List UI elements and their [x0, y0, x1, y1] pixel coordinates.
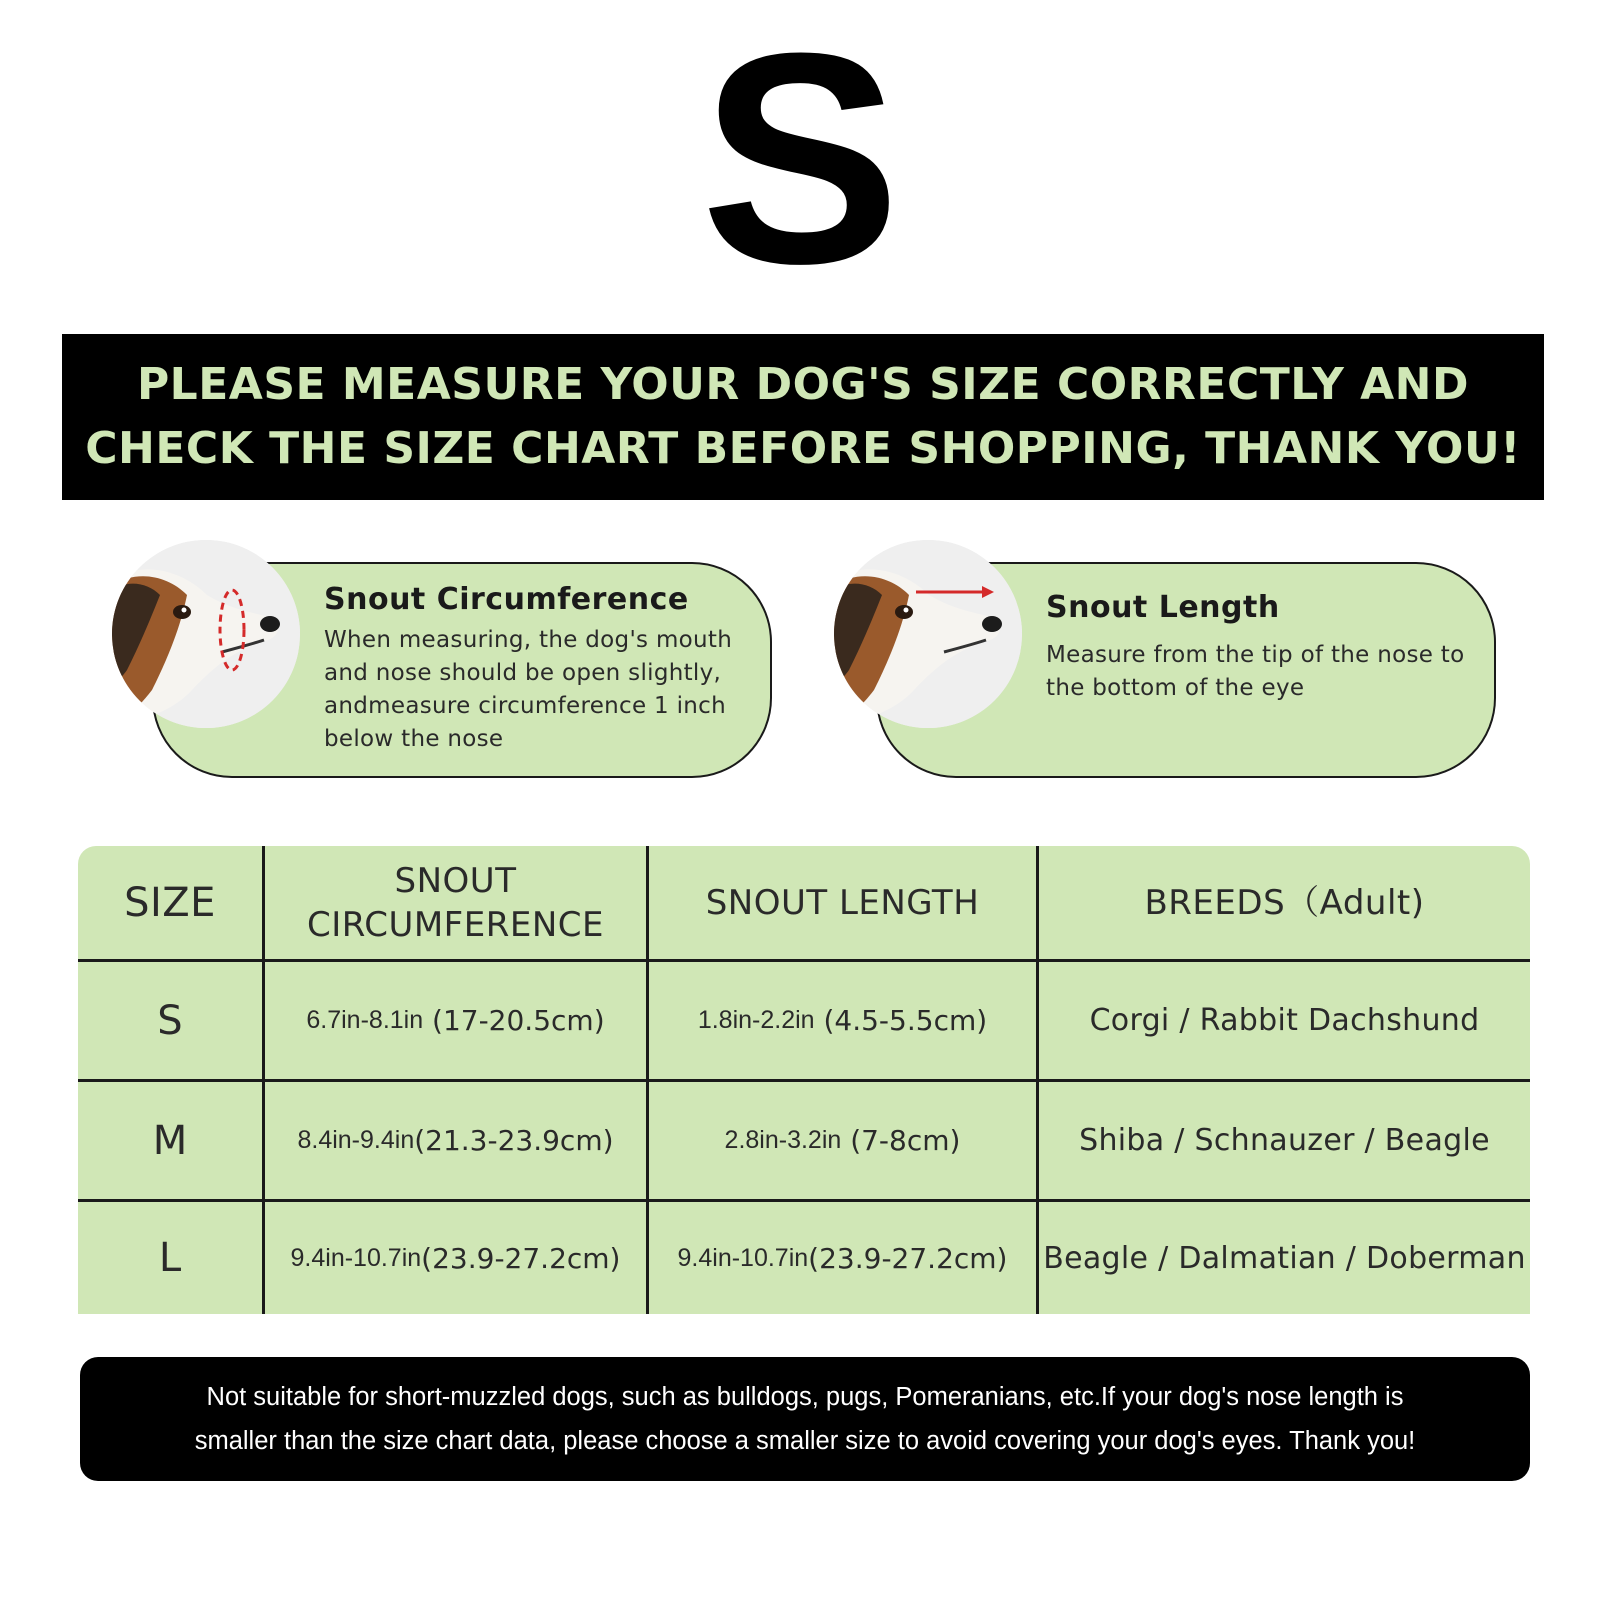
dog-circumference-photo [112, 540, 300, 728]
dog-length-photo [834, 540, 1022, 728]
row-l-circ-in: 9.4in-10.7in [290, 1243, 422, 1272]
card-text-length: Measure from the tip of the nose to the bottom of the eye [1046, 642, 1465, 701]
row-s-circumference [265, 962, 646, 1079]
row-l-circumference [265, 1202, 646, 1314]
row-s-circ-cm: (17-20.5cm) [423, 1004, 605, 1037]
row-l-length [649, 1202, 1036, 1314]
header-size: SIZE [124, 879, 216, 926]
card-title-circumference: Snout Circumference [324, 582, 689, 617]
card-text-circumference: When measuring, the dog's mouth and nose should be open slightly, andmeasure circumference 1 inch below the nose [324, 627, 733, 752]
row-l-size: L [158, 1235, 182, 1281]
row-l-len-in: 9.4in-10.7in [677, 1243, 809, 1272]
size-chart-table [78, 846, 1530, 1314]
row-s-size: S [157, 997, 183, 1044]
card-title-length: Snout Length [1046, 590, 1280, 625]
row-m-breeds: Shiba / Schnauzer / Beagle [1079, 1123, 1490, 1158]
header-circ-line-2: CIRCUMFERENCE [307, 904, 604, 945]
row-s-length [649, 962, 1036, 1079]
size-letter: S [700, 0, 901, 326]
notice-line-2: smaller than the size chart data, please choose a smaller size to avoid covering your dog's eyes. Thank you! [194, 1427, 1416, 1455]
row-s-len-cm: (4.5-5.5cm) [814, 1004, 988, 1037]
banner-line-2: CHECK THE SIZE CHART BEFORE SHOPPING, THANK YOU! [85, 423, 1521, 474]
row-m-length [649, 1082, 1036, 1199]
notice-box [80, 1357, 1530, 1481]
notice-line-1: Not suitable for short-muzzled dogs, such as bulldogs, pugs, Pomeranians, etc.If your dog's nose length is [206, 1383, 1404, 1411]
row-m-circ-cm: (21.3-23.9cm) [414, 1124, 614, 1157]
header-snout-circumference [265, 846, 646, 959]
row-s-breeds: Corgi / Rabbit Dachshund [1089, 1003, 1480, 1038]
row-l-circ-cm: (23.9-27.2cm) [421, 1241, 621, 1275]
row-m-circ-in: 8.4in-9.4in [297, 1126, 415, 1154]
row-m-circumference [265, 1082, 646, 1199]
row-s-len-in: 1.8in-2.2in [697, 1006, 815, 1034]
header-circ-line-1: SNOUT [394, 860, 517, 901]
row-m-len-in: 2.8in-3.2in [724, 1126, 842, 1154]
header-breeds: BREEDS（Adult) [1144, 882, 1425, 923]
row-m-len-cm: (7-8cm) [841, 1124, 961, 1157]
header-snout-length: SNOUT LENGTH [705, 882, 980, 923]
row-s-circ-in: 6.7in-8.1in [306, 1006, 424, 1034]
banner [62, 334, 1544, 500]
row-l-breeds: Beagle / Dalmatian / Doberman [1043, 1240, 1526, 1276]
banner-line-1: PLEASE MEASURE YOUR DOG'S SIZE CORRECTLY AND [136, 359, 1470, 410]
row-l-len-cm: (23.9-27.2cm) [808, 1241, 1008, 1275]
row-m-size: M [152, 1117, 188, 1164]
